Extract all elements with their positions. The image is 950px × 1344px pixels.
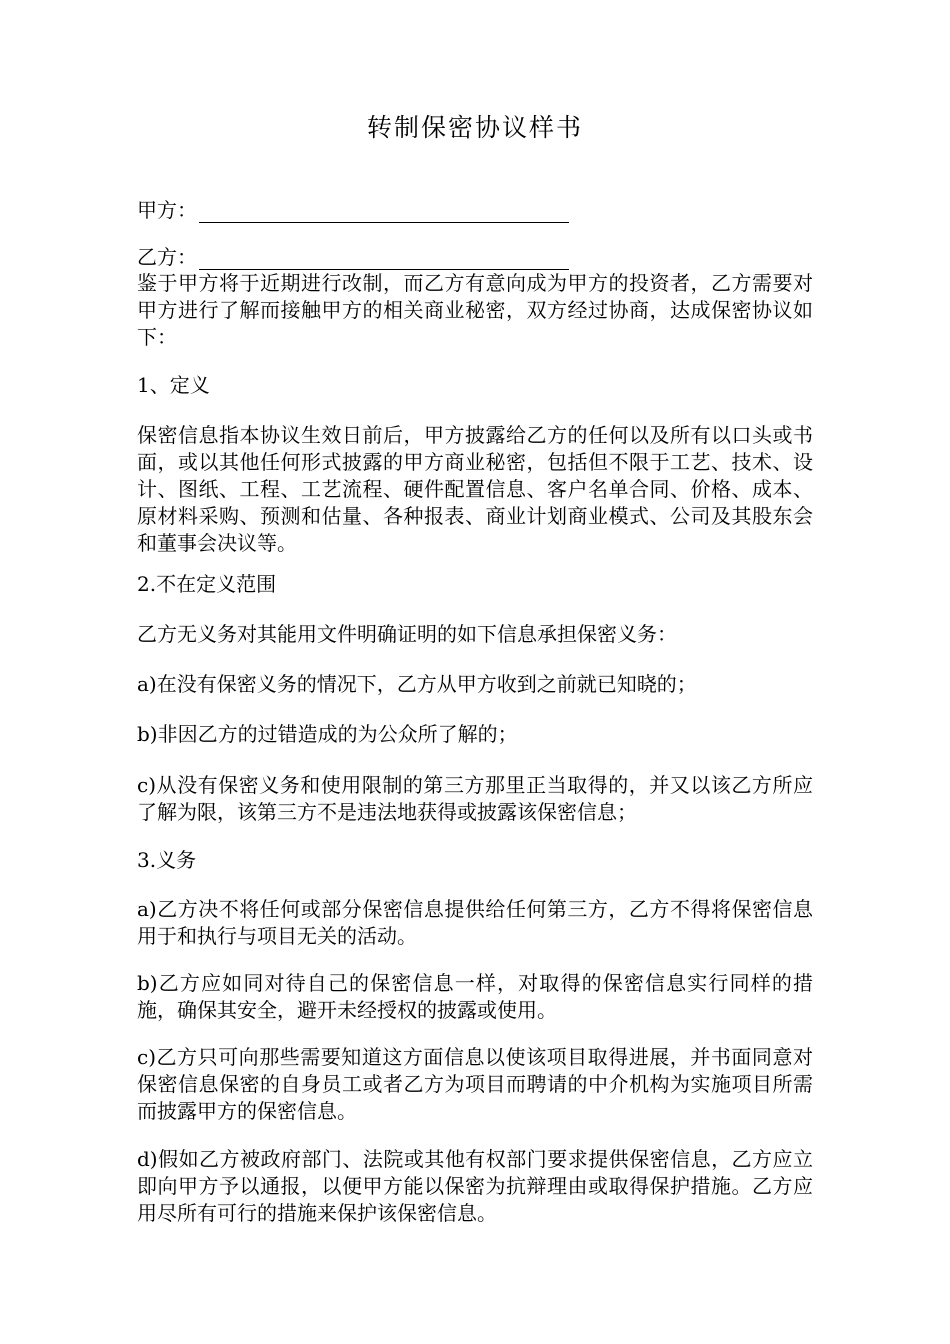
- obligation-item-d: d)假如乙方被政府部门、法院或其他有权部门要求提供保密信息，乙方应立即向甲方予以通报，以便甲方能以保密为抗辩理由或取得保护措施。乙方应用尽所有可行的措施来保护该保密信息。: [137, 1147, 813, 1225]
- party-b-field: [137, 244, 569, 270]
- exclusion-item-b: b)非因乙方的过错造成的为公众所了解的；: [137, 722, 518, 746]
- party-a-field: [137, 197, 569, 223]
- obligation-item-c: c)乙方只可向那些需要知道这方面信息以使该项目取得进展，并书面同意对保密信息保密的自身员工或者乙方为项目而聘请的中介机构为实施项目所需而披露甲方的保密信息。: [137, 1045, 813, 1123]
- party-a-label: 甲方：: [137, 198, 197, 222]
- section-heading-definition: 1、定义: [137, 373, 210, 397]
- party-b-blank-line: [199, 247, 569, 270]
- section-heading-exclusions: 2.不在定义范围: [137, 572, 277, 596]
- obligation-item-a: a)乙方决不将任何或部分保密信息提供给任何第三方，乙方不得将保密信息用于和执行与项目无关的活动。: [137, 897, 813, 948]
- party-b-label: 乙方：: [137, 245, 197, 269]
- party-a-blank-line: [199, 200, 569, 223]
- exclusion-item-c: c)从没有保密义务和使用限制的第三方那里正当取得的，并又以该乙方所应了解为限，该第三方不是违法地获得或披露该保密信息；: [137, 773, 813, 824]
- document-title: 转制保密协议样书: [366, 113, 583, 142]
- obligation-item-b: b)乙方应如同对待自己的保密信息一样，对取得的保密信息实行同样的措施，确保其安全，避开未经授权的披露或使用。: [137, 971, 813, 1022]
- exclusions-intro-paragraph: 乙方无义务对其能用文件明确证明的如下信息承担保密义务：: [137, 622, 677, 646]
- section-heading-obligations: 3.义务: [137, 848, 197, 872]
- exclusion-item-a: a)在没有保密义务的情况下，乙方从甲方收到之前就已知晓的；: [137, 672, 697, 696]
- definition-paragraph: 保密信息指本协议生效日前后，甲方披露给乙方的任何以及所有以口头或书面，或以其他任何形式披露的甲方商业秘密，包括但不限于工艺、技术、设计、图纸、工程、工艺流程、硬件配置信息、客户名单合同、价格、成本、原材料采购、预测和估量、各种报表、商业计划商业模式、公司及其股东会和董事会决议等。: [137, 423, 813, 555]
- preamble-paragraph: 鉴于甲方将于近期进行改制，而乙方有意向成为甲方的投资者，乙方需要对甲方进行了解而接触甲方的相关商业秘密，双方经过协商，达成保密协议如下：: [137, 271, 813, 349]
